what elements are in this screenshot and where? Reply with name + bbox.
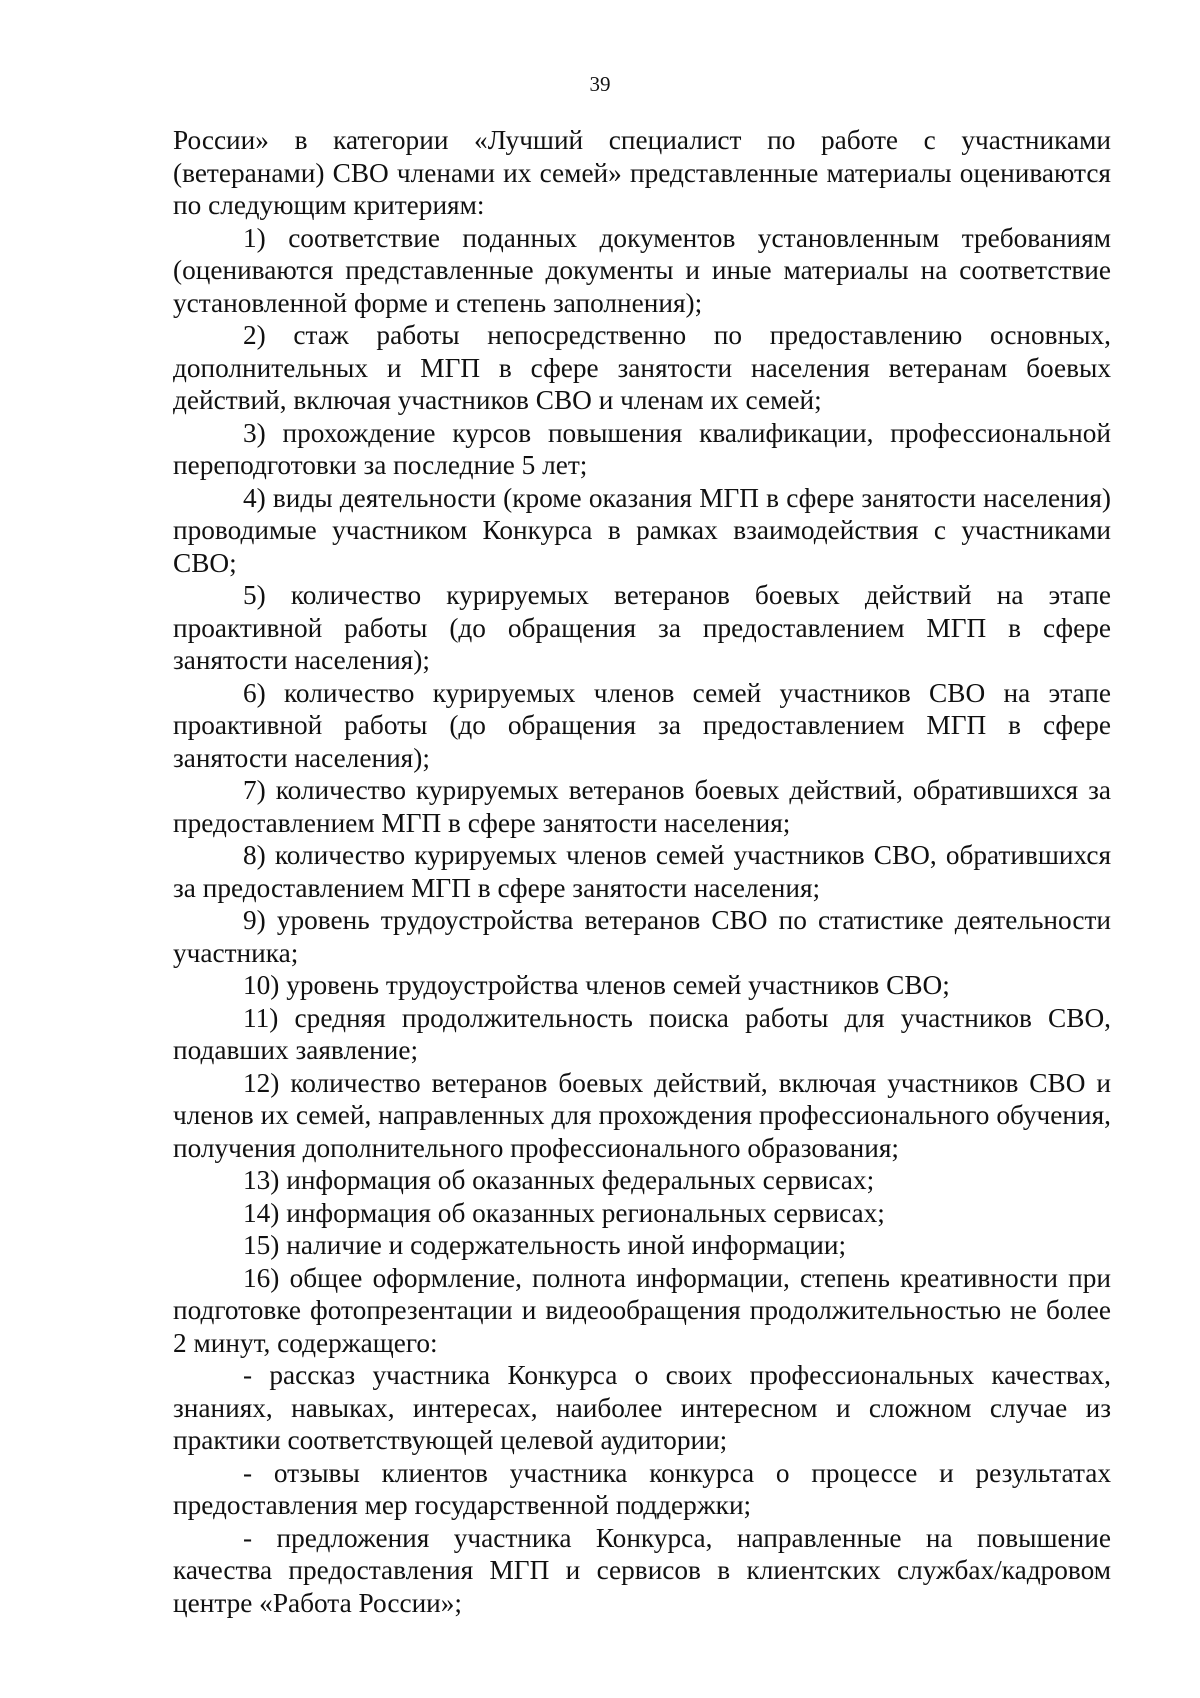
video-item-story: - рассказ участника Конкурса о своих профессиональных качествах, знаниях, навыках, интересах, наиболее интересном и сложном случае из практики соответствующей целевой аудитории; [173,1360,1111,1455]
criterion-1: 1) соответствие поданных документов установленным требованиям (оцениваются представленные документы и иные материалы на соответствие установленной форме и степень заполнения); [173,222,1111,318]
criterion-6: 6) количество курируемых членов семей участников СВО на этапе проактивной работы (до обращения за предоставлением МГП в сфере занятости населения); [173,677,1111,773]
criterion-3: 3) прохождение курсов повышения квалификации, профессиональной переподготовки за последние 5 лет; [173,417,1111,480]
criterion-7: 7) количество курируемых ветеранов боевых действий, обратившихся за предоставлением МГП в сфере занятости населения; [173,775,1111,838]
video-item-proposals: - предложения участника Конкурса, направленные на повышение качества предоставления МГП и сервисов в клиентских службах/кадровом центре «Работа России»; [173,1522,1111,1618]
criterion-9: 9) уровень трудоустройства ветеранов СВО по статистике деятельности участника; [173,905,1111,968]
criterion-16: 16) общее оформление, полнота информации, степень креативности при подготовке фотопрезентации и видеообращения продолжительностью не более 2 минут, содержащего: [173,1262,1111,1358]
document-body [173,124,1111,1619]
criterion-14: 14) информация об оказанных региональных сервисах; [243,1197,885,1228]
intro-paragraph: России» в категории «Лучший специалист по работе с участниками (ветеранами) СВО членами их семей» представленные материалы оцениваются по следующим критериям: [173,125,1111,220]
criterion-11: 11) средняя продолжительность поиска работы для участников СВО, подавших заявление; [173,1002,1111,1065]
video-item-reviews: - отзывы клиентов участника конкурса о процессе и результатах предоставления мер государственной поддержки; [173,1457,1111,1520]
criterion-15: 15) наличие и содержательность иной информации; [243,1230,847,1260]
criterion-12: 12) количество ветеранов боевых действий, включая участников СВО и членов их семей, направленных для прохождения профессионального обучения, получения дополнительного профессионального образования; [173,1067,1111,1163]
criterion-10: 10) уровень трудоустройства членов семей участников СВО; [243,970,950,1000]
criterion-4: 4) виды деятельности (кроме оказания МГП в сфере занятости населения) проводимые участником Конкурса в рамках взаимодействия с участниками СВО; [173,482,1111,578]
criterion-5: 5) количество курируемых ветеранов боевых действий на этапе проактивной работы (до обращения за предоставлением МГП в сфере занятости населения); [173,580,1111,675]
criterion-2: 2) стаж работы непосредственно по предоставлению основных, дополнительных и МГП в сфере занятости населения ветеранам боевых действий, включая участников СВО и членам их семей; [173,320,1111,415]
page-number: 39 [589,72,611,96]
criterion-13: 13) информация об оказанных федеральных сервисах; [243,1165,875,1195]
criterion-8: 8) количество курируемых членов семей участников СВО, обратившихся за предоставлением МГП в сфере занятости населения; [173,840,1111,903]
